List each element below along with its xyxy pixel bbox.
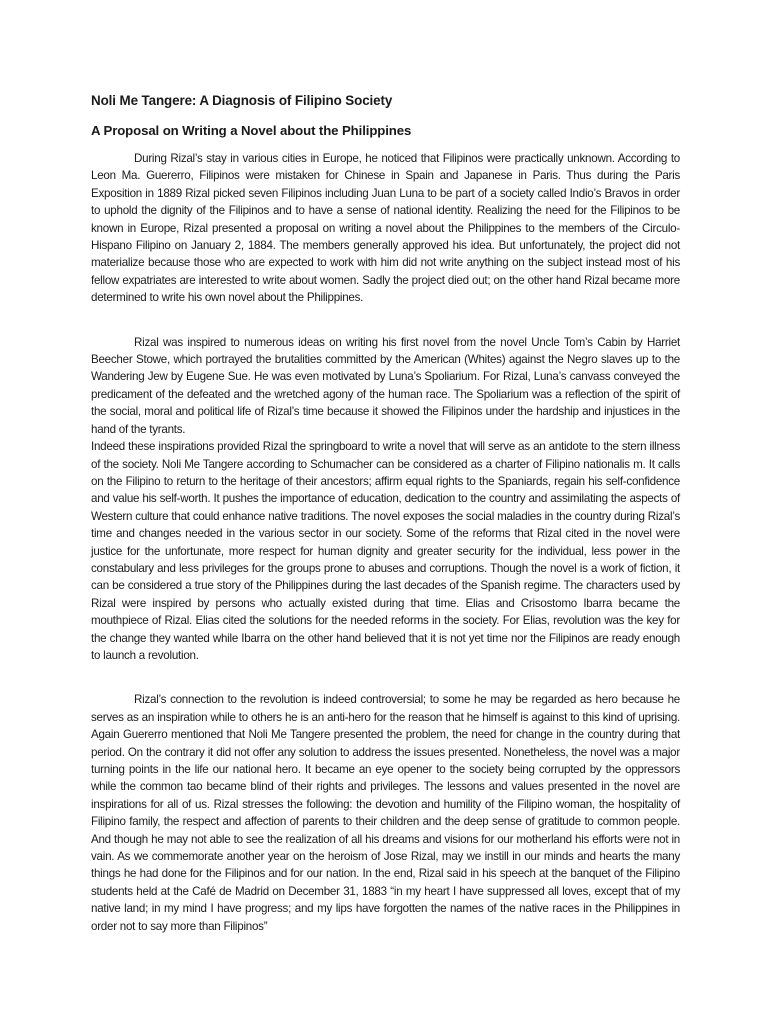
- paragraph-europe-proposal: During Rizal’s stay in various cities in Europe, he noticed that Filipinos were practically unknown. According to Leon Ma. Guererro, Filipinos were mistaken for Chinese in Spain and Japanese in Paris. Thus during the Paris Exposition in 1889 Rizal picked seven Filipinos including Juan Luna to be part of a society called Indio’s Bravos in order to uphold the dignity of the Filipinos and to have a sense of national identity. Realizing the need for the Filipinos to be known in Europe, Rizal presented a proposal on writing a novel about the Philippines to the members of the Circulo-Hispano Filipino on January 2, 1884. The members generally approved his idea. But unfortunately, the project did not materialize because those who are expected to work with him did not write anything on the subject instead most of his fellow expatriates are interested to write about women. Sadly the project died out; on the other hand Rizal became more determined to write his own novel about the Philippines.: [91, 152, 680, 305]
- document-title: Noli Me Tangere: A Diagnosis of Filipino Society: [91, 93, 393, 108]
- paragraph-charter-of-nationalism: Indeed these inspirations provided Rizal the springboard to write a novel that will serve as an antidote to the stern illness of the society. Noli Me Tangere according to Schumacher can be considered as a charter of Filipino nationalis m. It calls on the Filipino to return to the heritage of their ancestors; affirm equal rights to the Spaniards, regain his self-confidence and value his self-worth. It pushes the importance of education, dedication to the country and assimilating the aspects of Western culture that could enhance native traditions. The novel exposes the social maladies in the country during Rizal’s time and changes needed in the various sector in our society. Some of the reforms that Rizal cited in the novel were justice for the unfortunate, more respect for human dignity and greater security for the individual, less power in the constabulary and less privileges for the groups prone to abuses and corruptions. Though the novel is a work of fiction, it can be considered a true story of the Philippines during the last decades of the Spanish regime. The characters used by Rizal were inspired by persons who actually existed during that time. Elias and Crisostomo Ibarra became the mouthpiece of Rizal. Elias cited the solutions for the needed reforms in the society. For Elias, revolution was the key for the change they wanted while Ibarra on the other hand believed that it is not yet time nor the Filipinos are ready enough to launch a revolution.: [91, 440, 680, 662]
- document-body: [91, 92, 680, 935]
- paragraph-spacer: [91, 664, 680, 691]
- section-heading: A Proposal on Writing a Novel about the Philippines: [91, 123, 412, 138]
- paragraph-inspirations: Rizal was inspired to numerous ideas on writing his first novel from the novel Uncle Tom’s Cabin by Harriet Beecher Stowe, which portrayed the brutalities committed by the American (Whites) against the Negro slaves up to the Wandering Jew by Eugene Sue. He was even motivated by Luna’s Spoliarium. For Rizal, Luna’s canvass conveyed the predicament of the defeated and the wretched agony of the human race. The Spoliarium was a reflection of the spirit of the social, moral and political life of Rizal’s time because it showed the Filipinos under the hardship and injustices in the hand of the tyrants.: [91, 335, 680, 436]
- paragraph-revolution: Rizal’s connection to the revolution is indeed controversial; to some he may be regarded as hero because he serves as an inspiration while to others he is an anti-hero for the reason that he himself is against to this kind of uprising. Again Guererro mentioned that Noli Me Tangere presented the problem, the need for change in the country during that period. On the contrary it did not offer any solution to address the issues presented. Nonetheless, the novel was a major turning points in the life our national hero. It became an eye opener to the society being corrupted by the oppressors while the common tao became blind of their rights and privileges. The lessons and values presented in the novel are inspirations for all of us. Rizal stresses the following: the devotion and humility of the Filipino woman, the hospitality of Filipino family, the respect and affection of parents to their children and the deep sense of gratitude to common people. And though he may not able to see the realization of all his dreams and visions for our motherland his efforts were not in vain. As we commemorate another year on the heroism of Jose Rizal, may we instill in our minds and hearts the many things he had done for the Filipinos and for our nation. In the end, Rizal said in his speech at the banquet of the Filipino students held at the Café de Madrid on December 31, 1883 “in my heart I have suppressed all loves, except that of my native land; in my mind I have progress; and my lips have forgotten the names of the native races in the Philippines in order not to say more than Filipinos”: [91, 693, 680, 933]
- paragraph-spacer: [91, 307, 680, 334]
